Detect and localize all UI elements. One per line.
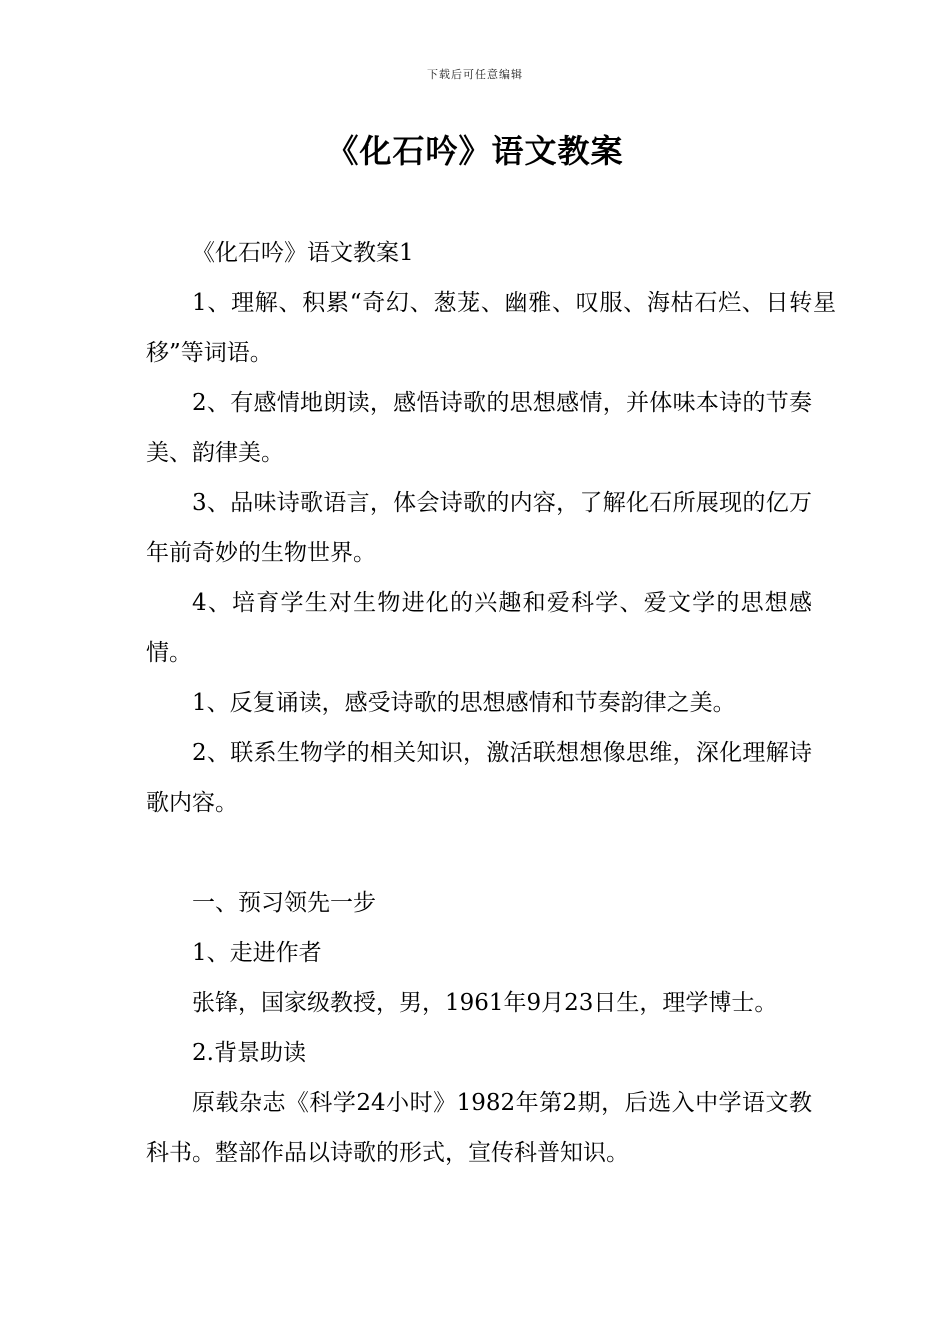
subsection-heading: 2.背景助读: [192, 1040, 306, 1066]
document-title: 《化石吟》语文教案: [326, 132, 624, 170]
objective-paragraph: 4、培育学生对生物进化的兴趣和爱科学、爱文学的思想感情。: [146, 590, 812, 666]
section-heading: 《化石吟》语文教案1: [192, 240, 414, 266]
subsection-heading: 一、预习领先一步: [192, 890, 376, 916]
background-paragraph: 原载杂志《科学24小时》1982年第2期，后选入中学语文教科书。整部作品以诗歌的形式，宣传科普知识。: [146, 1090, 812, 1166]
header-note: 下载后可任意编辑: [427, 68, 523, 81]
objective-paragraph: 2、有感情地朗读，感悟诗歌的思想感情，并体味本诗的节奏美、韵律美。: [146, 390, 812, 466]
author-paragraph: 张锋，国家级教授，男，1961年9月23日生，理学博士。: [192, 990, 778, 1016]
document-body: [146, 228, 836, 1178]
key-point-paragraph: 1、反复诵读，感受诗歌的思想感情和节奏韵律之美。: [192, 690, 736, 716]
blank-line: [146, 828, 812, 878]
objective-paragraph: 1、理解、积累“奇幻、葱茏、幽雅、叹服、海枯石烂、日转星移”等词语。: [146, 290, 836, 366]
objective-paragraph: 3、品味诗歌语言，体会诗歌的内容，了解化石所展现的亿万年前奇妙的生物世界。: [146, 490, 812, 566]
subsection-heading: 1、走进作者: [192, 940, 322, 966]
key-point-paragraph: 2、联系生物学的相关知识，激活联想想像思维，深化理解诗歌内容。: [146, 740, 812, 816]
